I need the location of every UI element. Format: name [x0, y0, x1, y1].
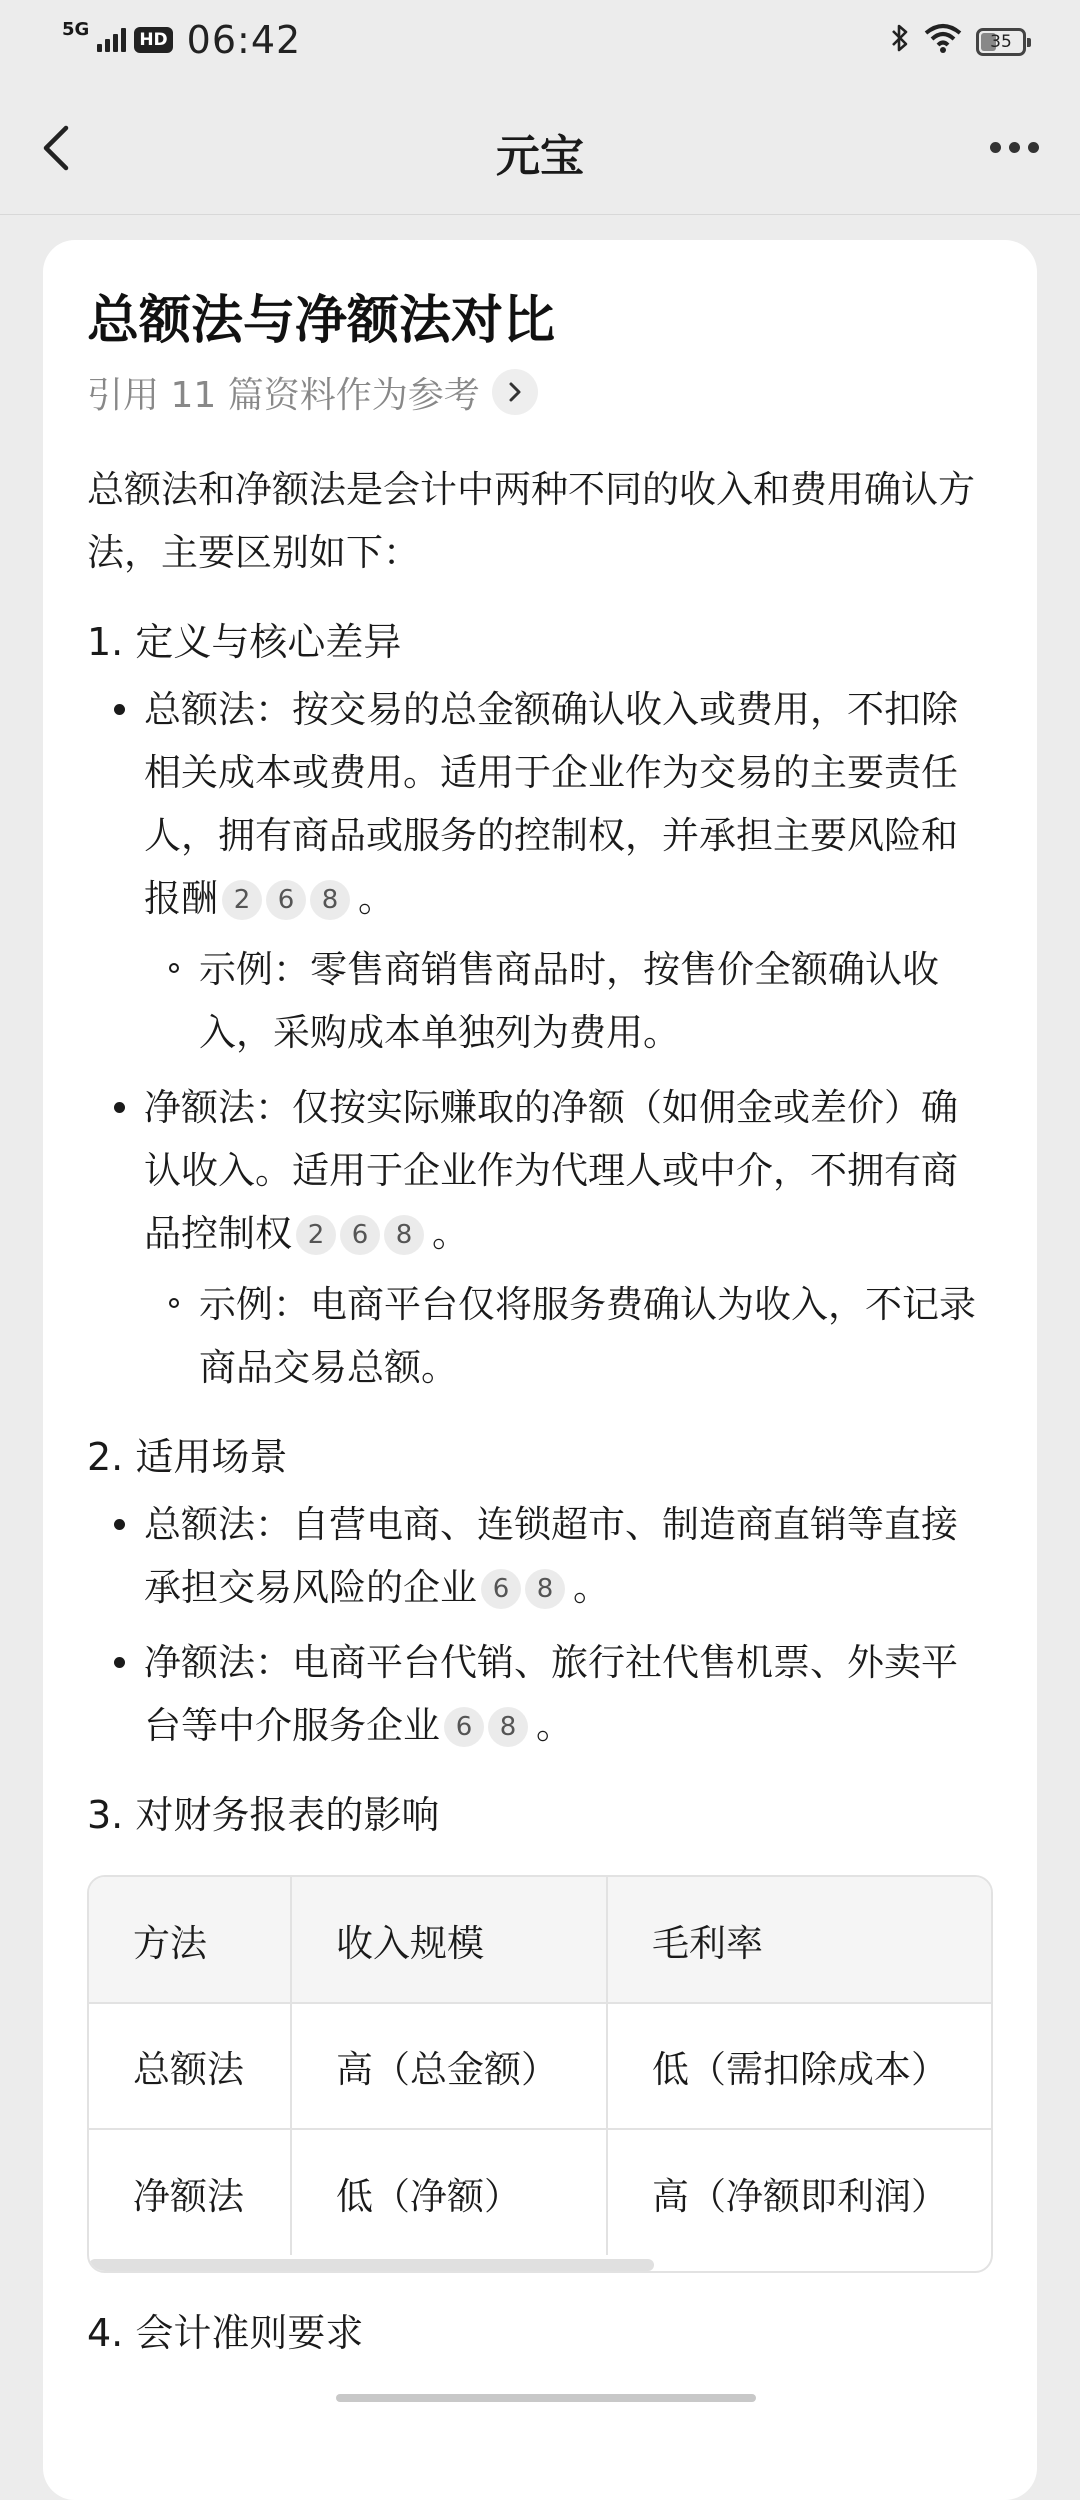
- clock: 06:42: [186, 18, 302, 62]
- references-link[interactable]: [87, 366, 993, 418]
- citation-badge[interactable]: 8: [488, 1707, 528, 1747]
- table-cell: 高（净额即利润）: [652, 2174, 948, 2218]
- citation-badge[interactable]: 6: [481, 1569, 521, 1609]
- table-cell: 低（净额）: [291, 2129, 607, 2255]
- list-item: 总额法：自营电商、连锁超市、制造商直销等直接承担交易风险的企业 6 8 。: [144, 1493, 993, 1619]
- wifi-icon: [924, 23, 962, 61]
- page-title: 元宝: [496, 131, 584, 182]
- table-header-cell: 毛利率: [607, 1877, 993, 2003]
- section-heading: 3. 对财务报表的影响: [87, 1793, 440, 1837]
- citation-badge[interactable]: 6: [266, 880, 306, 920]
- horizontal-scrollbar[interactable]: [89, 2259, 654, 2271]
- bullet-list: [87, 678, 993, 1399]
- citation-badge[interactable]: 6: [340, 1215, 380, 1255]
- bullet-list: [87, 1493, 993, 1757]
- table-header-cell: 收入规模: [291, 1877, 607, 2003]
- home-indicator[interactable]: [336, 2394, 756, 2402]
- answer-title: 总额法与净额法对比: [87, 291, 556, 351]
- example-item: 示例：电商平台仅将服务费确认为收入，不记录商品交易总额。: [199, 1273, 993, 1399]
- citation-badge[interactable]: 8: [384, 1215, 424, 1255]
- table-header-row: [89, 1877, 993, 2003]
- more-options-button[interactable]: [984, 132, 1044, 162]
- battery-icon: [976, 28, 1026, 56]
- battery-level: 35: [990, 32, 1012, 52]
- citation-badge[interactable]: 2: [296, 1215, 336, 1255]
- example-item: 示例：零售商销售商品时，按售价全额确认收入，采购成本单独列为费用。: [199, 938, 993, 1064]
- answer-card: [43, 240, 1037, 2500]
- sub-list: [144, 938, 993, 1064]
- list-item: 净额法：仅按实际赚取的净额（如佣金或差价）确认收入。适用于企业作为代理人或中介，不拥有商品控制权 2 6 8 。 示例：电商平台仅将服务费确认为收入，不记录商品交易总额。: [144, 1076, 993, 1399]
- citation-badge[interactable]: 8: [310, 880, 350, 920]
- table-cell: 高（总金额）: [291, 2003, 607, 2129]
- references-text: 引用 11 篇资料作为参考: [87, 374, 480, 416]
- intro-paragraph: 总额法和净额法是会计中两种不同的收入和费用确认方法，主要区别如下：: [87, 468, 975, 574]
- table-cell: 总额法: [89, 2003, 291, 2129]
- more-icon: [990, 142, 1001, 153]
- table-row: [89, 2129, 993, 2255]
- status-bar: [0, 0, 1080, 80]
- table-header-cell: 方法: [89, 1877, 291, 2003]
- chevron-right-icon: [492, 369, 538, 415]
- bluetooth-icon: [890, 22, 910, 62]
- citation-badge[interactable]: 6: [444, 1707, 484, 1747]
- citation-badge[interactable]: 8: [525, 1569, 565, 1609]
- list-item: 总额法：按交易的总金额确认收入或费用，不扣除相关成本或费用。适用于企业作为交易的主要责任人，拥有商品或服务的控制权，并承担主要风险和报酬 2 6 8 。 示例：零售商销售商品时，按售价全额确认收入，采购成本单独列为费用。: [144, 678, 993, 1064]
- table-cell: 净额法: [89, 2129, 291, 2255]
- comparison-table[interactable]: [87, 1875, 993, 2273]
- sub-list: [144, 1273, 993, 1399]
- network-type: 5G: [62, 19, 90, 40]
- hd-badge: HD: [134, 27, 172, 53]
- table-cell: 低（需扣除成本）: [607, 2003, 993, 2129]
- list-item: 净额法：电商平台代销、旅行社代售机票、外卖平台等中介服务企业 6 8 。: [144, 1631, 993, 1757]
- citation-badge[interactable]: 2: [222, 880, 262, 920]
- section-heading: 2. 适用场景: [87, 1435, 288, 1479]
- section-heading: 4. 会计准则要求: [87, 2311, 364, 2355]
- section-heading: 1. 定义与核心差异: [87, 620, 402, 664]
- signal-icon: [97, 28, 126, 52]
- table-row: [89, 2003, 993, 2129]
- app-header: [0, 80, 1080, 215]
